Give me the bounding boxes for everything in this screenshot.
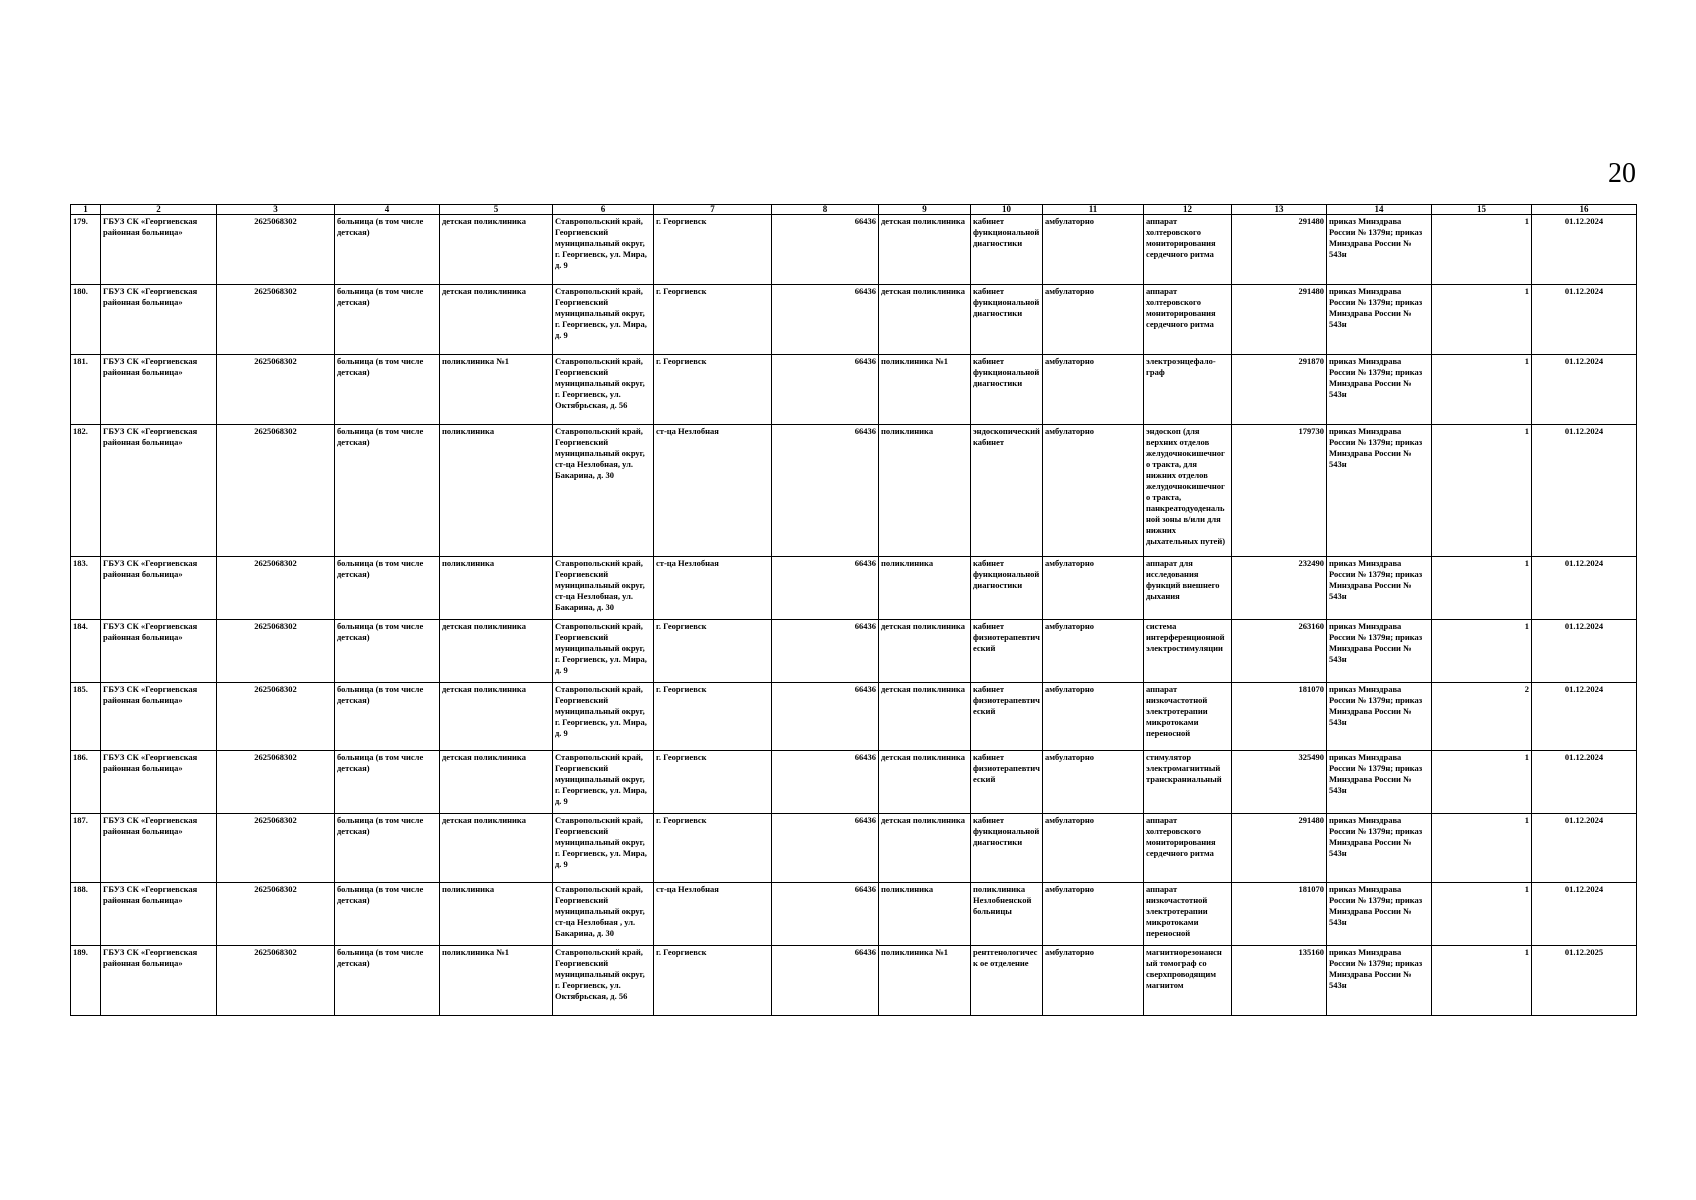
room-cell: кабинет функциональной диагностики (971, 557, 1043, 620)
table-row (71, 946, 1637, 1016)
date-cell: 01.12.2024 (1532, 557, 1637, 620)
locality-cell: г. Георгиевск (654, 620, 772, 683)
organization-cell: ГБУЗ СК «Георгиевская районная больница» (101, 425, 217, 557)
care-form-cell: амбулаторно (1043, 814, 1144, 883)
legal-basis-cell: приказ Минздрава России № 1379н; приказ Минздрава России № 543н (1327, 557, 1432, 620)
inn-cell: 2625068302 (217, 683, 335, 751)
locality-cell: г. Георгиевск (654, 355, 772, 425)
table-row (71, 751, 1637, 814)
equipment-cell: стимулятор электромагнитный транскраниальный (1144, 751, 1232, 814)
column-header: 14 (1327, 205, 1432, 215)
code-cell: 66436 (772, 751, 879, 814)
facility-type-cell: больница (в том числе детская) (335, 620, 440, 683)
column-header: 9 (879, 205, 971, 215)
table-row (71, 355, 1637, 425)
locality-cell: г. Георгиевск (654, 946, 772, 1016)
address-cell: Ставропольский край, Георгиевский муниципальный округ, г. Георгиевск, ул. Мира, д. 9 (553, 215, 654, 285)
care-form-cell: амбулаторно (1043, 355, 1144, 425)
care-form-cell: амбулаторно (1043, 946, 1144, 1016)
care-form-cell: амбулаторно (1043, 215, 1144, 285)
address-cell: Ставропольский край, Георгиевский муниципальный округ, г. Георгиевск, ул. Мира, д. 9 (553, 814, 654, 883)
table-row (71, 557, 1637, 620)
room-cell: кабинет функциональной диагностики (971, 814, 1043, 883)
department-cell: детская поликлиника (879, 620, 971, 683)
organization-cell: ГБУЗ СК «Георгиевская районная больница» (101, 683, 217, 751)
equipment-cell: аппарат холтеровского мониторирования сердечного ритма (1144, 814, 1232, 883)
nomenclature-code-cell: 291480 (1232, 215, 1327, 285)
nomenclature-code-cell: 325490 (1232, 751, 1327, 814)
equipment-cell: аппарат для исследования функций внешнего дыхания (1144, 557, 1232, 620)
table-row (71, 285, 1637, 355)
organization-cell: ГБУЗ СК «Георгиевская районная больница» (101, 883, 217, 946)
code-cell: 66436 (772, 620, 879, 683)
inn-cell: 2625068302 (217, 751, 335, 814)
subdivision-cell: детская поликлиника (440, 751, 553, 814)
inn-cell: 2625068302 (217, 557, 335, 620)
column-number-row (71, 205, 1637, 215)
nomenclature-code-cell: 291480 (1232, 285, 1327, 355)
table-row (71, 215, 1637, 285)
room-cell: рентгенологическ ое отделение (971, 946, 1043, 1016)
legal-basis-cell: приказ Минздрава России № 1379н; приказ Минздрава России № 543н (1327, 355, 1432, 425)
date-cell: 01.12.2024 (1532, 814, 1637, 883)
department-cell: поликлиника №1 (879, 946, 971, 1016)
subdivision-cell: детская поликлиника (440, 285, 553, 355)
nomenclature-code-cell: 181070 (1232, 883, 1327, 946)
column-header: 3 (217, 205, 335, 215)
subdivision-cell: детская поликлиника (440, 215, 553, 285)
quantity-cell: 1 (1432, 557, 1532, 620)
row-number: 182. (71, 425, 101, 557)
facility-type-cell: больница (в том числе детская) (335, 946, 440, 1016)
facility-type-cell: больница (в том числе детская) (335, 355, 440, 425)
facility-type-cell: больница (в том числе детская) (335, 285, 440, 355)
nomenclature-code-cell: 179730 (1232, 425, 1327, 557)
inn-cell: 2625068302 (217, 814, 335, 883)
row-number: 183. (71, 557, 101, 620)
quantity-cell: 1 (1432, 946, 1532, 1016)
row-number: 180. (71, 285, 101, 355)
code-cell: 66436 (772, 557, 879, 620)
equipment-registry-table (70, 204, 1637, 1016)
table-row (71, 814, 1637, 883)
table-body (71, 215, 1637, 1016)
legal-basis-cell: приказ Минздрава России № 1379н; приказ Минздрава России № 543н (1327, 883, 1432, 946)
date-cell: 01.12.2024 (1532, 355, 1637, 425)
address-cell: Ставропольский край, Георгиевский муниципальный округ, г. Георгиевск, ул. Мира, д. 9 (553, 620, 654, 683)
facility-type-cell: больница (в том числе детская) (335, 751, 440, 814)
organization-cell: ГБУЗ СК «Георгиевская районная больница» (101, 215, 217, 285)
inn-cell: 2625068302 (217, 285, 335, 355)
subdivision-cell: детская поликлиника (440, 620, 553, 683)
subdivision-cell: поликлиника (440, 883, 553, 946)
care-form-cell: амбулаторно (1043, 883, 1144, 946)
quantity-cell: 1 (1432, 215, 1532, 285)
subdivision-cell: поликлиника (440, 425, 553, 557)
code-cell: 66436 (772, 946, 879, 1016)
department-cell: детская поликлиника (879, 683, 971, 751)
page-number: 20 (1608, 158, 1636, 189)
organization-cell: ГБУЗ СК «Георгиевская районная больница» (101, 557, 217, 620)
locality-cell: г. Георгиевск (654, 285, 772, 355)
legal-basis-cell: приказ Минздрава России № 1379н; приказ Минздрава России № 543н (1327, 751, 1432, 814)
date-cell: 01.12.2024 (1532, 683, 1637, 751)
row-number: 185. (71, 683, 101, 751)
quantity-cell: 1 (1432, 355, 1532, 425)
room-cell: кабинет физиотерапевтич еский (971, 683, 1043, 751)
inn-cell: 2625068302 (217, 946, 335, 1016)
column-header: 16 (1532, 205, 1637, 215)
table-row (71, 683, 1637, 751)
date-cell: 01.12.2024 (1532, 751, 1637, 814)
department-cell: детская поликлиника (879, 814, 971, 883)
address-cell: Ставропольский край, Георгиевский муниципальный округ, ст-ца Незлобная , ул. Бакарина, д. 30 (553, 883, 654, 946)
equipment-cell: аппарат низкочастотной электротерапии микротоками переносной (1144, 683, 1232, 751)
locality-cell: г. Георгиевск (654, 751, 772, 814)
code-cell: 66436 (772, 355, 879, 425)
row-number: 188. (71, 883, 101, 946)
address-cell: Ставропольский край, Георгиевский муниципальный округ, ст-ца Незлобная, ул. Бакарина, д. 30 (553, 425, 654, 557)
locality-cell: ст-ца Незлобная (654, 557, 772, 620)
column-header: 11 (1043, 205, 1144, 215)
room-cell: кабинет физиотерапевтич еский (971, 751, 1043, 814)
address-cell: Ставропольский край, Георгиевский муниципальный округ, г. Георгиевск, ул. Мира, д. 9 (553, 751, 654, 814)
row-number: 181. (71, 355, 101, 425)
facility-type-cell: больница (в том числе детская) (335, 215, 440, 285)
equipment-cell: система интерференционной электростимуляции (1144, 620, 1232, 683)
address-cell: Ставропольский край, Георгиевский муниципальный округ, ст-ца Незлобная, ул. Бакарина, д. 30 (553, 557, 654, 620)
date-cell: 01.12.2024 (1532, 215, 1637, 285)
locality-cell: ст-ца Незлобная (654, 425, 772, 557)
date-cell: 01.12.2024 (1532, 285, 1637, 355)
code-cell: 66436 (772, 425, 879, 557)
row-number: 179. (71, 215, 101, 285)
equipment-cell: магнитнорезонансн ый томограф со сверхпроводящим магнитом (1144, 946, 1232, 1016)
equipment-cell: аппарат низкочастотной электротерапии микротоками переносной (1144, 883, 1232, 946)
column-header: 7 (654, 205, 772, 215)
legal-basis-cell: приказ Минздрава России № 1379н; приказ Минздрава России № 543н (1327, 215, 1432, 285)
quantity-cell: 1 (1432, 285, 1532, 355)
inn-cell: 2625068302 (217, 355, 335, 425)
room-cell: кабинет функциональной диагностики (971, 285, 1043, 355)
column-header: 13 (1232, 205, 1327, 215)
room-cell: кабинет функциональной диагностики (971, 215, 1043, 285)
legal-basis-cell: приказ Минздрава России № 1379н; приказ Минздрава России № 543н (1327, 814, 1432, 883)
date-cell: 01.12.2024 (1532, 883, 1637, 946)
date-cell: 01.12.2024 (1532, 620, 1637, 683)
address-cell: Ставропольский край, Георгиевский муниципальный округ, г. Георгиевск, ул. Мира, д. 9 (553, 285, 654, 355)
quantity-cell: 1 (1432, 814, 1532, 883)
nomenclature-code-cell: 291870 (1232, 355, 1327, 425)
care-form-cell: амбулаторно (1043, 285, 1144, 355)
registry-sheet (70, 204, 1636, 1092)
column-header: 15 (1432, 205, 1532, 215)
care-form-cell: амбулаторно (1043, 683, 1144, 751)
room-cell: кабинет функциональной диагностики (971, 355, 1043, 425)
facility-type-cell: больница (в том числе детская) (335, 425, 440, 557)
address-cell: Ставропольский край, Георгиевский муниципальный округ, г. Георгиевск, ул. Октябрьская, д. 56 (553, 355, 654, 425)
department-cell: детская поликлиника (879, 751, 971, 814)
row-number: 187. (71, 814, 101, 883)
column-header: 12 (1144, 205, 1232, 215)
legal-basis-cell: приказ Минздрава России № 1379н; приказ Минздрава России № 543н (1327, 946, 1432, 1016)
nomenclature-code-cell: 291480 (1232, 814, 1327, 883)
facility-type-cell: больница (в том числе детская) (335, 683, 440, 751)
facility-type-cell: больница (в том числе детская) (335, 557, 440, 620)
quantity-cell: 1 (1432, 620, 1532, 683)
date-cell: 01.12.2024 (1532, 425, 1637, 557)
column-header: 1 (71, 205, 101, 215)
locality-cell: г. Георгиевск (654, 215, 772, 285)
subdivision-cell: поликлиника №1 (440, 946, 553, 1016)
care-form-cell: амбулаторно (1043, 751, 1144, 814)
quantity-cell: 1 (1432, 883, 1532, 946)
facility-type-cell: больница (в том числе детская) (335, 883, 440, 946)
column-header: 4 (335, 205, 440, 215)
locality-cell: г. Георгиевск (654, 683, 772, 751)
equipment-cell: аппарат холтеровского мониторирования сердечного ритма (1144, 285, 1232, 355)
subdivision-cell: детская поликлиника (440, 683, 553, 751)
department-cell: поликлиника №1 (879, 355, 971, 425)
department-cell: детская поликлиника (879, 215, 971, 285)
inn-cell: 2625068302 (217, 215, 335, 285)
table-row (71, 620, 1637, 683)
organization-cell: ГБУЗ СК «Георгиевская районная больница» (101, 814, 217, 883)
room-cell: эндоскопический кабинет (971, 425, 1043, 557)
column-header: 8 (772, 205, 879, 215)
quantity-cell: 2 (1432, 683, 1532, 751)
column-header: 10 (971, 205, 1043, 215)
care-form-cell: амбулаторно (1043, 425, 1144, 557)
equipment-cell: электроэнцефало-граф (1144, 355, 1232, 425)
facility-type-cell: больница (в том числе детская) (335, 814, 440, 883)
care-form-cell: амбулаторно (1043, 620, 1144, 683)
care-form-cell: амбулаторно (1043, 557, 1144, 620)
organization-cell: ГБУЗ СК «Георгиевская районная больница» (101, 620, 217, 683)
organization-cell: ГБУЗ СК «Георгиевская районная больница» (101, 946, 217, 1016)
code-cell: 66436 (772, 285, 879, 355)
inn-cell: 2625068302 (217, 883, 335, 946)
code-cell: 66436 (772, 883, 879, 946)
room-cell: кабинет физиотерапевтич еский (971, 620, 1043, 683)
equipment-cell: эндоскоп (для верхних отделов желудочнокишечног о тракта, для нижних отделов желудочнокишечног о тракта, панкреатодуоденаль ной зоны в/или для нижних дыхательных путей) (1144, 425, 1232, 557)
quantity-cell: 1 (1432, 425, 1532, 557)
legal-basis-cell: приказ Минздрава России № 1379н; приказ Минздрава России № 543н (1327, 285, 1432, 355)
nomenclature-code-cell: 181070 (1232, 683, 1327, 751)
column-header: 5 (440, 205, 553, 215)
row-number: 184. (71, 620, 101, 683)
code-cell: 66436 (772, 683, 879, 751)
nomenclature-code-cell: 263160 (1232, 620, 1327, 683)
organization-cell: ГБУЗ СК «Георгиевская районная больница» (101, 751, 217, 814)
column-header: 6 (553, 205, 654, 215)
subdivision-cell: детская поликлиника (440, 814, 553, 883)
equipment-cell: аппарат холтеровского мониторирования сердечного ритма (1144, 215, 1232, 285)
code-cell: 66436 (772, 814, 879, 883)
date-cell: 01.12.2025 (1532, 946, 1637, 1016)
row-number: 186. (71, 751, 101, 814)
locality-cell: г. Георгиевск (654, 814, 772, 883)
subdivision-cell: поликлиника №1 (440, 355, 553, 425)
legal-basis-cell: приказ Минздрава России № 1379н; приказ Минздрава России № 543н (1327, 683, 1432, 751)
room-cell: поликлиника Незлобненской больницы (971, 883, 1043, 946)
legal-basis-cell: приказ Минздрава России № 1379н; приказ Минздрава России № 543н (1327, 425, 1432, 557)
organization-cell: ГБУЗ СК «Георгиевская районная больница» (101, 285, 217, 355)
department-cell: поликлиника (879, 425, 971, 557)
column-header: 2 (101, 205, 217, 215)
row-number: 189. (71, 946, 101, 1016)
organization-cell: ГБУЗ СК «Георгиевская районная больница» (101, 355, 217, 425)
subdivision-cell: поликлиника (440, 557, 553, 620)
nomenclature-code-cell: 232490 (1232, 557, 1327, 620)
code-cell: 66436 (772, 215, 879, 285)
address-cell: Ставропольский край, Георгиевский муниципальный округ, г. Георгиевск, ул. Октябрьская, д. 56 (553, 946, 654, 1016)
table-row (71, 883, 1637, 946)
department-cell: детская поликлиника (879, 285, 971, 355)
department-cell: поликлиника (879, 557, 971, 620)
department-cell: поликлиника (879, 883, 971, 946)
inn-cell: 2625068302 (217, 620, 335, 683)
locality-cell: ст-ца Незлобная (654, 883, 772, 946)
legal-basis-cell: приказ Минздрава России № 1379н; приказ Минздрава России № 543н (1327, 620, 1432, 683)
inn-cell: 2625068302 (217, 425, 335, 557)
quantity-cell: 1 (1432, 751, 1532, 814)
table-row (71, 425, 1637, 557)
nomenclature-code-cell: 135160 (1232, 946, 1327, 1016)
address-cell: Ставропольский край, Георгиевский муниципальный округ, г. Георгиевск, ул. Мира, д. 9 (553, 683, 654, 751)
